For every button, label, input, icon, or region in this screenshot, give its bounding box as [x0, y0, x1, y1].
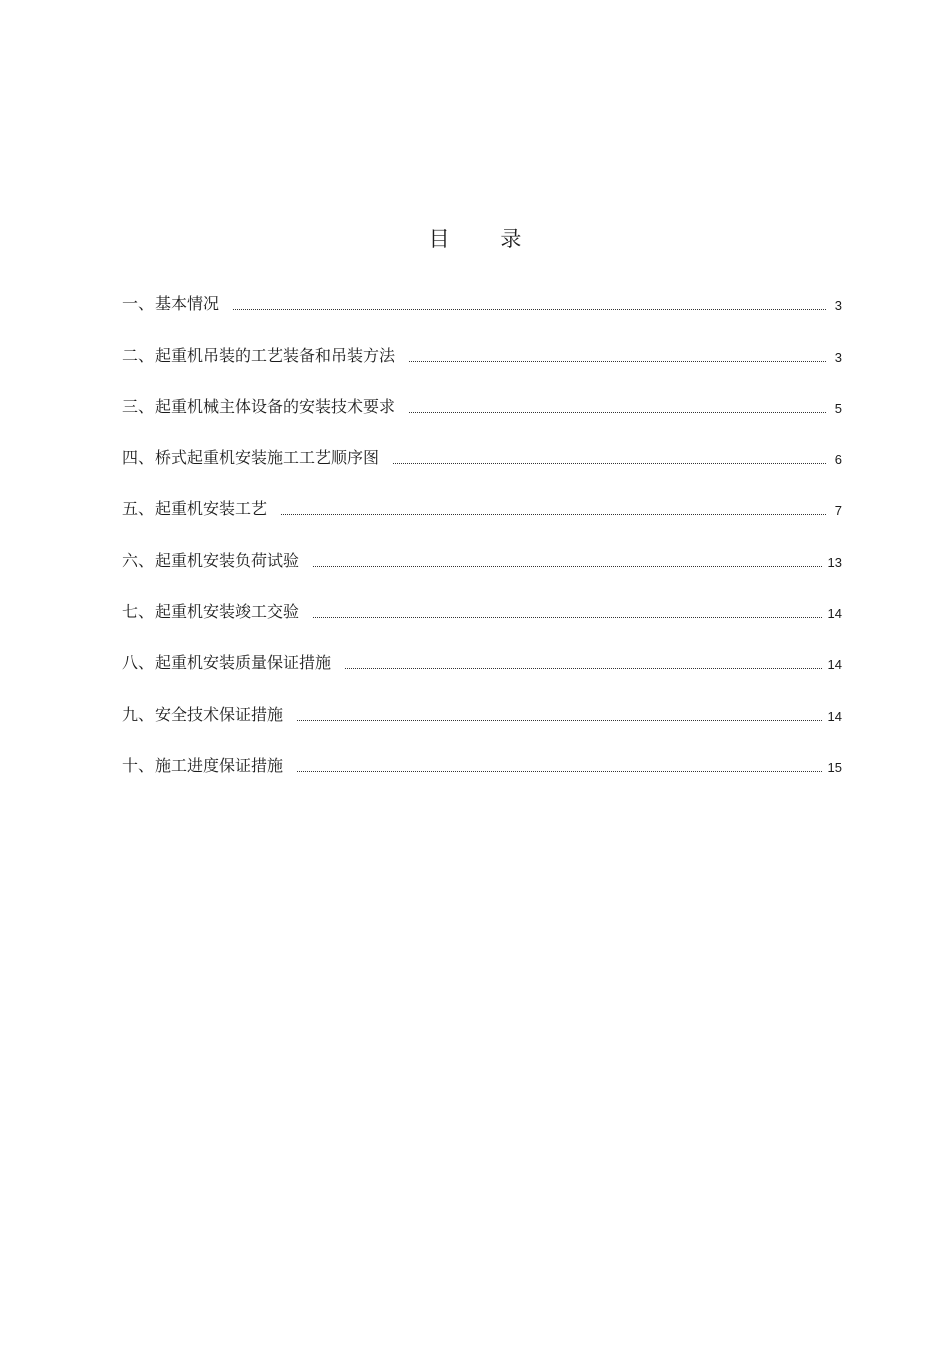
toc-entry[interactable]	[122, 387, 842, 438]
toc-entry[interactable]	[122, 643, 842, 694]
toc-leader-dots	[313, 617, 821, 618]
toc-entry-page: 15	[827, 759, 842, 775]
toc-entry-number: 八	[122, 653, 139, 673]
toc-entry-separator: 、	[138, 396, 155, 416]
toc-leader-dots	[233, 309, 826, 310]
toc-leader-dots	[345, 668, 821, 669]
toc-leader-dots	[297, 771, 821, 772]
toc-entry-separator: 、	[138, 499, 155, 519]
toc-entry-separator: 、	[138, 294, 155, 314]
toc-entry-separator: 、	[138, 755, 155, 775]
toc-entry[interactable]	[122, 489, 842, 540]
toc-leader-dots	[409, 412, 826, 413]
toc-title: 目 录	[428, 227, 544, 251]
toc-entry-text: 桥式起重机安装施工工艺顺序图	[155, 448, 380, 468]
toc-entry-number: 一	[122, 294, 139, 314]
toc-entry-number: 四	[122, 448, 139, 468]
toc-entry-separator: 、	[138, 448, 155, 468]
toc-list	[122, 284, 842, 797]
toc-entry-page: 14	[827, 708, 842, 724]
toc-entry-page: 7	[834, 503, 842, 519]
toc-leader-dots	[393, 463, 826, 464]
toc-entry-separator: 、	[138, 550, 155, 570]
toc-leader-dots	[281, 514, 826, 515]
toc-entry[interactable]	[122, 746, 842, 797]
toc-entry-text: 起重机吊装的工艺装备和吊装方法	[155, 345, 396, 365]
toc-entry-number: 三	[122, 396, 139, 416]
toc-entry-page: 14	[827, 657, 842, 673]
toc-entry[interactable]	[122, 438, 842, 489]
toc-entry-text: 起重机械主体设备的安装技术要求	[155, 396, 396, 416]
toc-entry-page: 5	[834, 400, 842, 416]
toc-leader-dots	[313, 566, 821, 567]
toc-entry-number: 九	[122, 704, 139, 724]
toc-entry[interactable]	[122, 335, 842, 386]
toc-entry-page: 13	[827, 554, 842, 570]
toc-leader-dots	[297, 720, 821, 721]
toc-entry-separator: 、	[138, 704, 155, 724]
toc-entry[interactable]	[122, 694, 842, 745]
toc-entry-text: 起重机安装负荷试验	[155, 550, 300, 570]
toc-entry[interactable]	[122, 284, 842, 335]
toc-entry-number: 五	[122, 499, 139, 519]
toc-entry-page: 3	[834, 298, 842, 314]
toc-entry-number: 二	[122, 345, 139, 365]
toc-entry-text: 起重机安装质量保证措施	[155, 653, 332, 673]
toc-entry-separator: 、	[138, 602, 155, 622]
toc-entry-text: 起重机安装竣工交验	[155, 602, 300, 622]
toc-entry-number: 十	[122, 755, 139, 775]
toc-entry-number: 七	[122, 602, 139, 622]
toc-entry-separator: 、	[138, 345, 155, 365]
toc-entry[interactable]	[122, 592, 842, 643]
toc-entry-text: 起重机安装工艺	[155, 499, 268, 519]
toc-entry-page: 3	[834, 349, 842, 365]
toc-entry-page: 14	[827, 606, 842, 622]
toc-entry[interactable]	[122, 540, 842, 591]
toc-entry-separator: 、	[138, 653, 155, 673]
toc-entry-text: 基本情况	[155, 294, 220, 314]
toc-entry-text: 施工进度保证措施	[155, 755, 284, 775]
toc-leader-dots	[409, 361, 826, 362]
toc-entry-page: 6	[834, 452, 842, 468]
toc-entry-number: 六	[122, 550, 139, 570]
toc-entry-text: 安全技术保证措施	[155, 704, 284, 724]
